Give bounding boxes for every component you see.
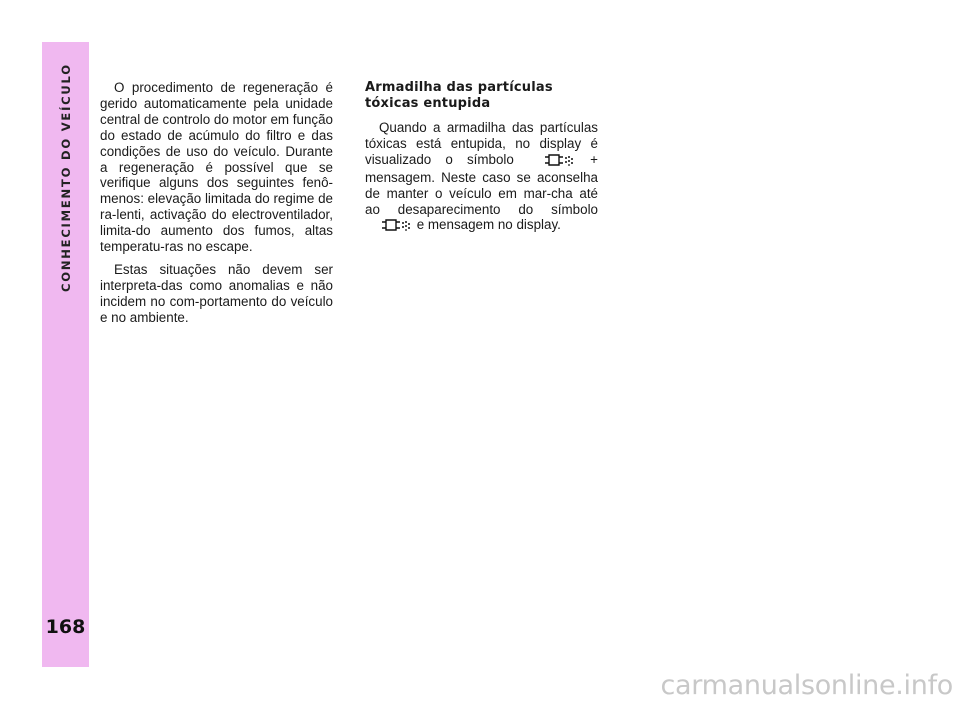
text-part-1: Quando a armadilha das partículas tóxicas está entupida, no display é visualizado o símbolo xyxy=(365,120,598,167)
paragraph-regeneration: O procedimento de regeneração é gerido automaticamente pela unidade central de controlo do motor em função do estado de acúmulo do filtro e das condições de uso do veículo. Durante a regeneração é possível que se verifique alguns dos seguintes fenô-menos: elevação limitada do regime de ra-lenti, activação do electroventilador, limita-do aumento dos fumos, altas temperatu-ras no escape. xyxy=(100,80,333,255)
text-part-3: e mensagem no display. xyxy=(416,217,561,233)
page-number: 168 xyxy=(45,616,86,638)
left-column xyxy=(100,80,333,333)
watermark: carmanualsonline.info xyxy=(660,670,953,701)
particulate-filter-icon xyxy=(367,219,411,235)
section-title: CONHECIMENTO DO VEÍCULO xyxy=(59,63,73,292)
paragraph-clogged-filter xyxy=(365,120,598,235)
paragraph-situations: Estas situações não devem ser interpreta-das como anomalias e não incidem no com-portamento do veículo e no ambiente. xyxy=(100,261,333,325)
text-part-2: + mensagem. Neste caso se aconselha de manter o veículo em mar-cha até ao desaparecimento do símbolo xyxy=(365,151,598,217)
section-heading: Armadilha das partículas tóxicas entupida xyxy=(365,80,553,111)
right-column xyxy=(365,80,598,242)
particulate-filter-icon xyxy=(530,154,574,170)
